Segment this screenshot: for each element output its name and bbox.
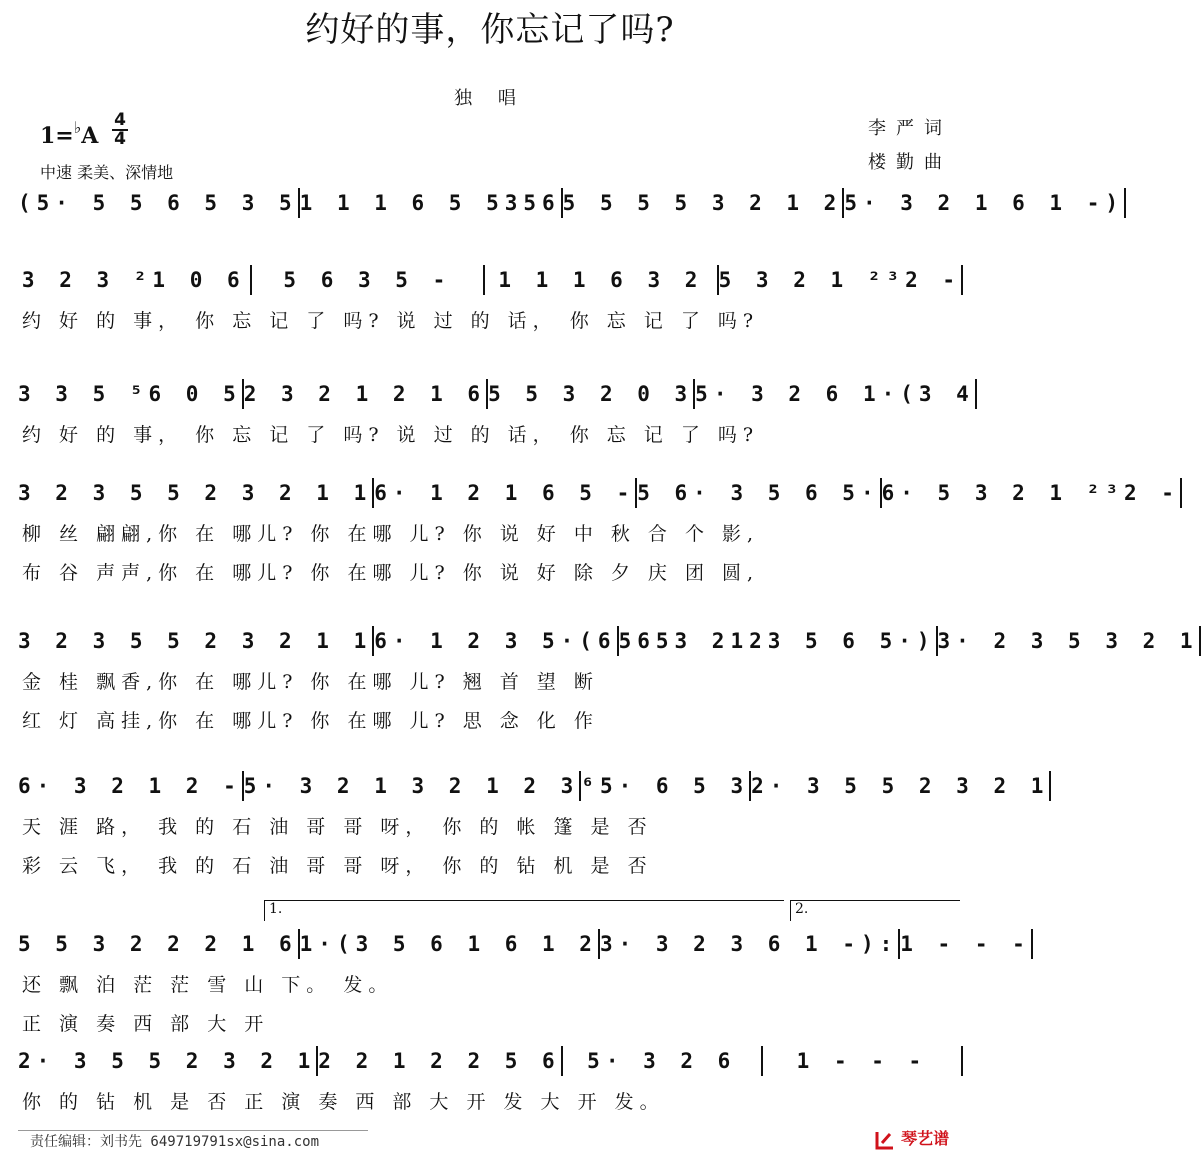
lyric-line: 你 的 钻 机 是 否 正 演 奏 西 部 大 开 发 大 开 发。 xyxy=(22,1091,665,1113)
lyric-line: 约 好 的 事， 你 忘 记 了 吗? 说 过 的 话， 你 忘 记 了 吗? xyxy=(22,424,760,446)
measure: 3 3 5 ⁵6 0 5 xyxy=(18,382,242,406)
beam-line xyxy=(40,508,940,509)
second-ending-label: 2. xyxy=(795,901,809,917)
measure: 2· 3 5 5 2 3 2 1 xyxy=(751,774,1050,798)
measure: 5 6· 3 5 6 5· xyxy=(637,481,880,505)
logo-text: 琴艺谱 xyxy=(901,1129,950,1148)
measure: 5· 3 2 6 xyxy=(587,1049,737,1073)
lyric-line: 柳 丝 翩翩,你 在 哪儿? 你 在哪 儿? 你 说 好 中 秋 合 个 影, xyxy=(22,523,760,545)
bar-line xyxy=(975,379,977,409)
measure: 3 2 3 5 5 2 3 2 1 1 xyxy=(18,481,373,505)
flat-icon: ♭ xyxy=(73,118,82,137)
note-line xyxy=(18,625,1199,657)
beam-line xyxy=(40,409,940,410)
measure: 1·(3 5 6 1 6 1 2 xyxy=(299,932,598,956)
footer-editor: 责任编辑：刘书先 649719791sx@sina.com xyxy=(30,1134,320,1150)
bar-line xyxy=(1180,478,1182,508)
measure: 5 3 2 1 ²³2 - xyxy=(718,268,962,292)
tempo-marking: 中速 柔美、深情地 xyxy=(40,163,174,182)
measure: (5· 5 5 6 5 3 5 xyxy=(18,191,298,215)
key-prefix: 1= xyxy=(40,123,74,149)
lyric-line: 还 飘 泊 茫 茫 雪 山 下。 发。 xyxy=(22,974,394,996)
score-row xyxy=(18,770,1050,802)
note-line xyxy=(18,378,975,410)
measure: 2 2 1 2 2 5 6 xyxy=(318,1049,561,1073)
time-signature xyxy=(112,112,128,148)
measure: 5 5 5 5 3 2 1 2 xyxy=(562,191,843,215)
song-title: 约好的事，你忘记了吗? xyxy=(305,10,675,50)
measure: 6· 3 2 1 2 - xyxy=(18,774,242,798)
score-row xyxy=(18,378,975,410)
beam-line xyxy=(40,295,940,296)
measure: 5 6 3 5 - xyxy=(283,268,452,292)
bar-line xyxy=(1049,771,1051,801)
bar-line xyxy=(1031,929,1033,959)
note-line xyxy=(18,264,963,296)
measure: 1 1 1 6 3 2 xyxy=(498,268,704,292)
measure: 2 3 2 1 2 1 6 xyxy=(243,382,487,406)
measure: 6· 5 3 2 1 ²³2 - xyxy=(881,481,1180,505)
measure: 5653 2123 5 6 5·) xyxy=(618,629,936,653)
measure: 3· 3 2 3 6 1 -): xyxy=(599,932,899,956)
lyric-line: 彩 云 飞， 我 的 石 油 哥 哥 呀， 你 的 钻 机 是 否 xyxy=(22,855,653,877)
note-line xyxy=(18,477,1180,509)
site-logo xyxy=(874,1126,962,1154)
measure: ⁶5· 6 5 3 xyxy=(581,774,750,798)
beam-line xyxy=(40,801,940,802)
measure: 1 - - - xyxy=(796,1049,928,1073)
note-line xyxy=(18,1045,963,1077)
lyric-line: 红 灯 高挂,你 在 哪儿? 你 在哪 儿? 思 念 化 作 xyxy=(22,710,599,732)
measure: 3 2 3 5 5 2 3 2 1 1 xyxy=(18,629,373,653)
measure: 5 5 3 2 2 2 1 6 xyxy=(18,932,298,956)
lyric-line: 正 演 奏 西 部 大 开 xyxy=(22,1013,270,1035)
beam-line xyxy=(40,218,940,219)
lyricist-credit: 李严词 xyxy=(868,118,952,139)
beam-line xyxy=(40,1076,940,1077)
measure: 6· 1 2 1 6 5 - xyxy=(374,481,636,505)
note-line xyxy=(18,770,1050,802)
logo-icon xyxy=(874,1129,896,1151)
bar-line xyxy=(1199,626,1201,656)
score-row xyxy=(18,1045,963,1077)
measure: 2· 3 5 5 2 3 2 1 xyxy=(18,1049,317,1073)
score-row xyxy=(18,264,963,296)
second-ending-bracket xyxy=(790,900,960,921)
beam-line xyxy=(40,959,940,960)
score-row xyxy=(18,187,1124,219)
bar-line xyxy=(961,265,963,295)
beam-line xyxy=(40,656,940,657)
meter-top: 4 xyxy=(112,112,128,131)
score-row xyxy=(18,625,1199,657)
measure: 5· 3 2 1 6 1 -) xyxy=(844,191,1124,215)
first-ending-bracket xyxy=(264,900,784,921)
bar-line xyxy=(1124,188,1126,218)
score-row xyxy=(18,477,1180,509)
key-signature xyxy=(40,118,98,149)
first-ending-label: 1. xyxy=(269,901,283,917)
bar-line xyxy=(961,1046,963,1076)
performance-type: 独 唱 xyxy=(454,88,526,109)
measure: 5· 3 2 1 3 2 1 2 3 xyxy=(243,774,580,798)
note-line xyxy=(18,187,1124,219)
measure: 5· 3 2 6 1·(3 4 xyxy=(695,382,975,406)
meter-bottom: 4 xyxy=(114,129,126,149)
composer-credit: 楼勤曲 xyxy=(868,152,952,173)
measure: 1 - - - xyxy=(900,932,1031,956)
measure: 6· 1 2 3 5·(6 xyxy=(374,629,617,653)
lyric-line: 金 桂 飘香,你 在 哪儿? 你 在哪 儿? 翘 首 望 断 xyxy=(22,671,599,693)
key-note: A xyxy=(81,123,99,149)
lyric-line: 天 涯 路， 我 的 石 油 哥 哥 呀， 你 的 帐 篷 是 否 xyxy=(22,816,653,838)
lyric-line: 布 谷 声声,你 在 哪儿? 你 在哪 儿? 你 说 好 除 夕 庆 团 圆, xyxy=(22,562,760,584)
measure: 3 2 3 ²1 0 6 xyxy=(21,268,246,292)
lyric-line: 约 好 的 事， 你 忘 记 了 吗? 说 过 的 话， 你 忘 记 了 吗? xyxy=(22,310,760,332)
measure: 3· 2 3 5 3 2 1 xyxy=(937,629,1199,653)
measure: 1 1 1 6 5 5356 xyxy=(299,191,561,215)
note-line xyxy=(18,928,1031,960)
score-row xyxy=(18,928,1031,960)
measure: 5 5 3 2 0 3 xyxy=(488,382,694,406)
